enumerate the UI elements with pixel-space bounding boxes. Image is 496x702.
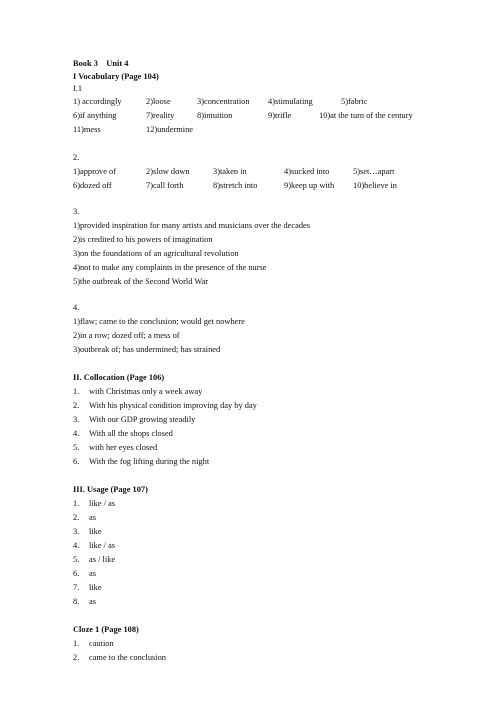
item-number: 3. [73, 415, 80, 424]
item-text: like / as [89, 499, 116, 508]
item-number: 5. [73, 555, 80, 564]
cloze-heading: Cloze 1 (Page 108) [73, 625, 139, 634]
answer-item: 3)concentration [197, 97, 250, 106]
item-text: caution [89, 639, 114, 648]
item-number: 2. [73, 513, 80, 522]
item-number: 4. [73, 429, 80, 438]
item-text: With our GDP growing steadily [89, 415, 196, 424]
book-title [73, 58, 128, 69]
answer-item: 1) accordingly [73, 97, 122, 106]
item-number: 6. [73, 457, 80, 466]
item-text: as [89, 569, 96, 578]
book-label: Book 3 [73, 59, 98, 68]
item-number: 2. [73, 653, 80, 662]
answer-item: 9)trifle [268, 111, 292, 120]
vocabulary-heading: I Vocabulary (Page 104) [73, 72, 159, 81]
item-text: With his physical condition improving day by day [89, 401, 257, 410]
item-text: came to the conclusion [89, 653, 166, 662]
answer-item: 4)stimulating [268, 97, 313, 106]
item-text: like / as [89, 541, 116, 550]
answer-item: 2)loose [146, 97, 171, 106]
item-number: 8. [73, 597, 80, 606]
answer-item: 1)approve of [73, 167, 117, 176]
answer-line: 2)in a row; dozed off; a mess of [73, 331, 180, 340]
answer-line: 4)not to make any complaints in the presence of the nurse [73, 263, 267, 272]
vocabulary-sub-label: I.1 [73, 84, 83, 93]
item-number: 1. [73, 639, 80, 648]
item-text: as / like [89, 555, 116, 564]
answer-line: 2)is credited to his powers of imagination [73, 235, 213, 244]
item-number: 2. [73, 401, 80, 410]
item-text: like [89, 583, 102, 592]
answer-item: 2)slow down [146, 167, 190, 176]
answer-item: 7)call forth [146, 181, 184, 190]
answer-item: 8)stretch into [213, 181, 258, 190]
answer-line: 3)outbreak of; has undermined; has strained [73, 345, 221, 354]
answer-item: 4)sucked into [284, 167, 330, 176]
answer-item: 10)believe in [353, 181, 397, 190]
answer-item: 5)set…apart [353, 167, 395, 176]
collocation-heading: II. Collocation (Page 106) [73, 373, 165, 382]
answer-line: 1)provided inspiration for many artists and musicians over the decades [73, 221, 310, 230]
item-number: 3. [73, 527, 80, 536]
answer-item: 10)at the turn of the century [319, 111, 413, 120]
answer-item: 8)intuition [197, 111, 233, 120]
item-number: 6. [73, 569, 80, 578]
answer-item: 7)reality [146, 111, 175, 120]
answer-line: 3)on the foundations of an agricultural revolution [73, 249, 239, 258]
unit-label: Unit 4 [106, 59, 129, 68]
item-number: 4. [73, 541, 80, 550]
answer-line: 1)flaw; came to the conclusion; would get nowhere [73, 317, 245, 326]
answer-item: 12)undermine [146, 125, 193, 134]
answer-item: 11)mess [73, 125, 101, 134]
item-number: 1. [73, 387, 80, 396]
item-text: with Christmas only a week away [89, 387, 203, 396]
usage-heading: III. Usage (Page 107) [73, 485, 148, 494]
vocab-part2-label: 2. [73, 153, 80, 162]
item-number: 5. [73, 443, 80, 452]
item-text: With all the shops closed [89, 429, 173, 438]
answer-item: 6)dozed off [73, 181, 112, 190]
item-text: as [89, 513, 96, 522]
vocab-part3-label: 3. [73, 207, 80, 216]
item-number: 7. [73, 583, 80, 592]
answer-item: 3)taken in [213, 167, 247, 176]
answer-item: 5)fabric [341, 97, 368, 106]
item-text: like [89, 527, 102, 536]
item-text: with her eyes closed [89, 443, 158, 452]
answer-item: 6)if anything [73, 111, 117, 120]
answer-line: 5)the outbreak of the Second World War [73, 277, 209, 286]
vocab-part4-label: 4. [73, 303, 80, 312]
answer-item: 9)keep up with [284, 181, 335, 190]
item-text: With the fog lifting during the night [89, 457, 210, 466]
item-text: as [89, 597, 96, 606]
item-number: 1. [73, 499, 80, 508]
